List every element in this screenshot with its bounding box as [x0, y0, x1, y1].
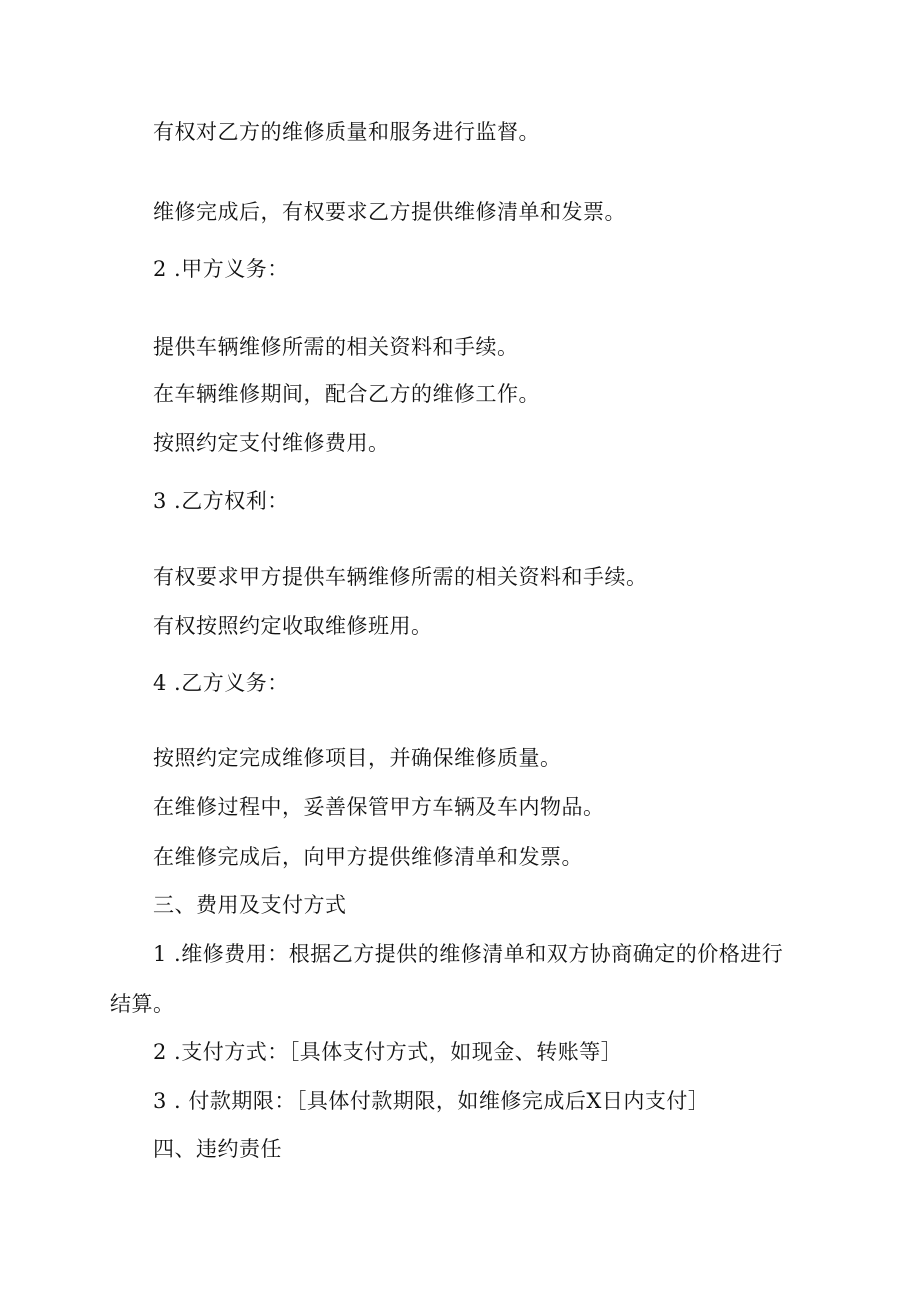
chapter-heading: 四、违约责任	[153, 1137, 282, 1161]
paragraph-line: 按照约定支付维修费用。	[153, 431, 390, 455]
paragraph-line: 有权要求甲方提供车辆维修所需的相关资料和手续。	[153, 565, 648, 589]
paragraph-line: 维修完成后，有权要求乙方提供维修清单和发票。	[153, 200, 626, 224]
paragraph-line: 在车辆维修期间，配合乙方的维修工作。	[153, 382, 540, 406]
section-heading: 3 .乙方权利：	[153, 489, 289, 513]
paragraph-line: 有权按照约定收取维修班用。	[153, 614, 433, 638]
paragraph-line: 按照约定完成维修项目，并确保维修质量。	[153, 746, 562, 770]
paragraph-line: 在维修完成后，向甲方提供维修清单和发票。	[153, 845, 583, 869]
chapter-heading: 三、费用及支付方式	[153, 893, 347, 917]
paragraph-line: 1 .维修费用：根据乙方提供的维修清单和双方协商确定的价格进行	[153, 942, 784, 966]
paragraph-line: 3 . 付款期限：［具体付款期限，如维修完成后X日内支付］	[153, 1089, 710, 1113]
paragraph-line: 有权对乙方的维修质量和服务进行监督。	[153, 120, 540, 144]
paragraph-line: 2 .支付方式：［具体支付方式，如现金、转账等］	[153, 1040, 623, 1064]
section-heading: 2 .甲方义务：	[153, 257, 289, 281]
paragraph-line: 提供车辆维修所需的相关资料和手续。	[153, 335, 519, 359]
paragraph-line: 在维修过程中，妥善保管甲方车辆及车内物品。	[153, 795, 605, 819]
section-heading: 4 .乙方义务：	[153, 671, 289, 695]
paragraph-line-continuation: 结算。	[110, 992, 175, 1016]
